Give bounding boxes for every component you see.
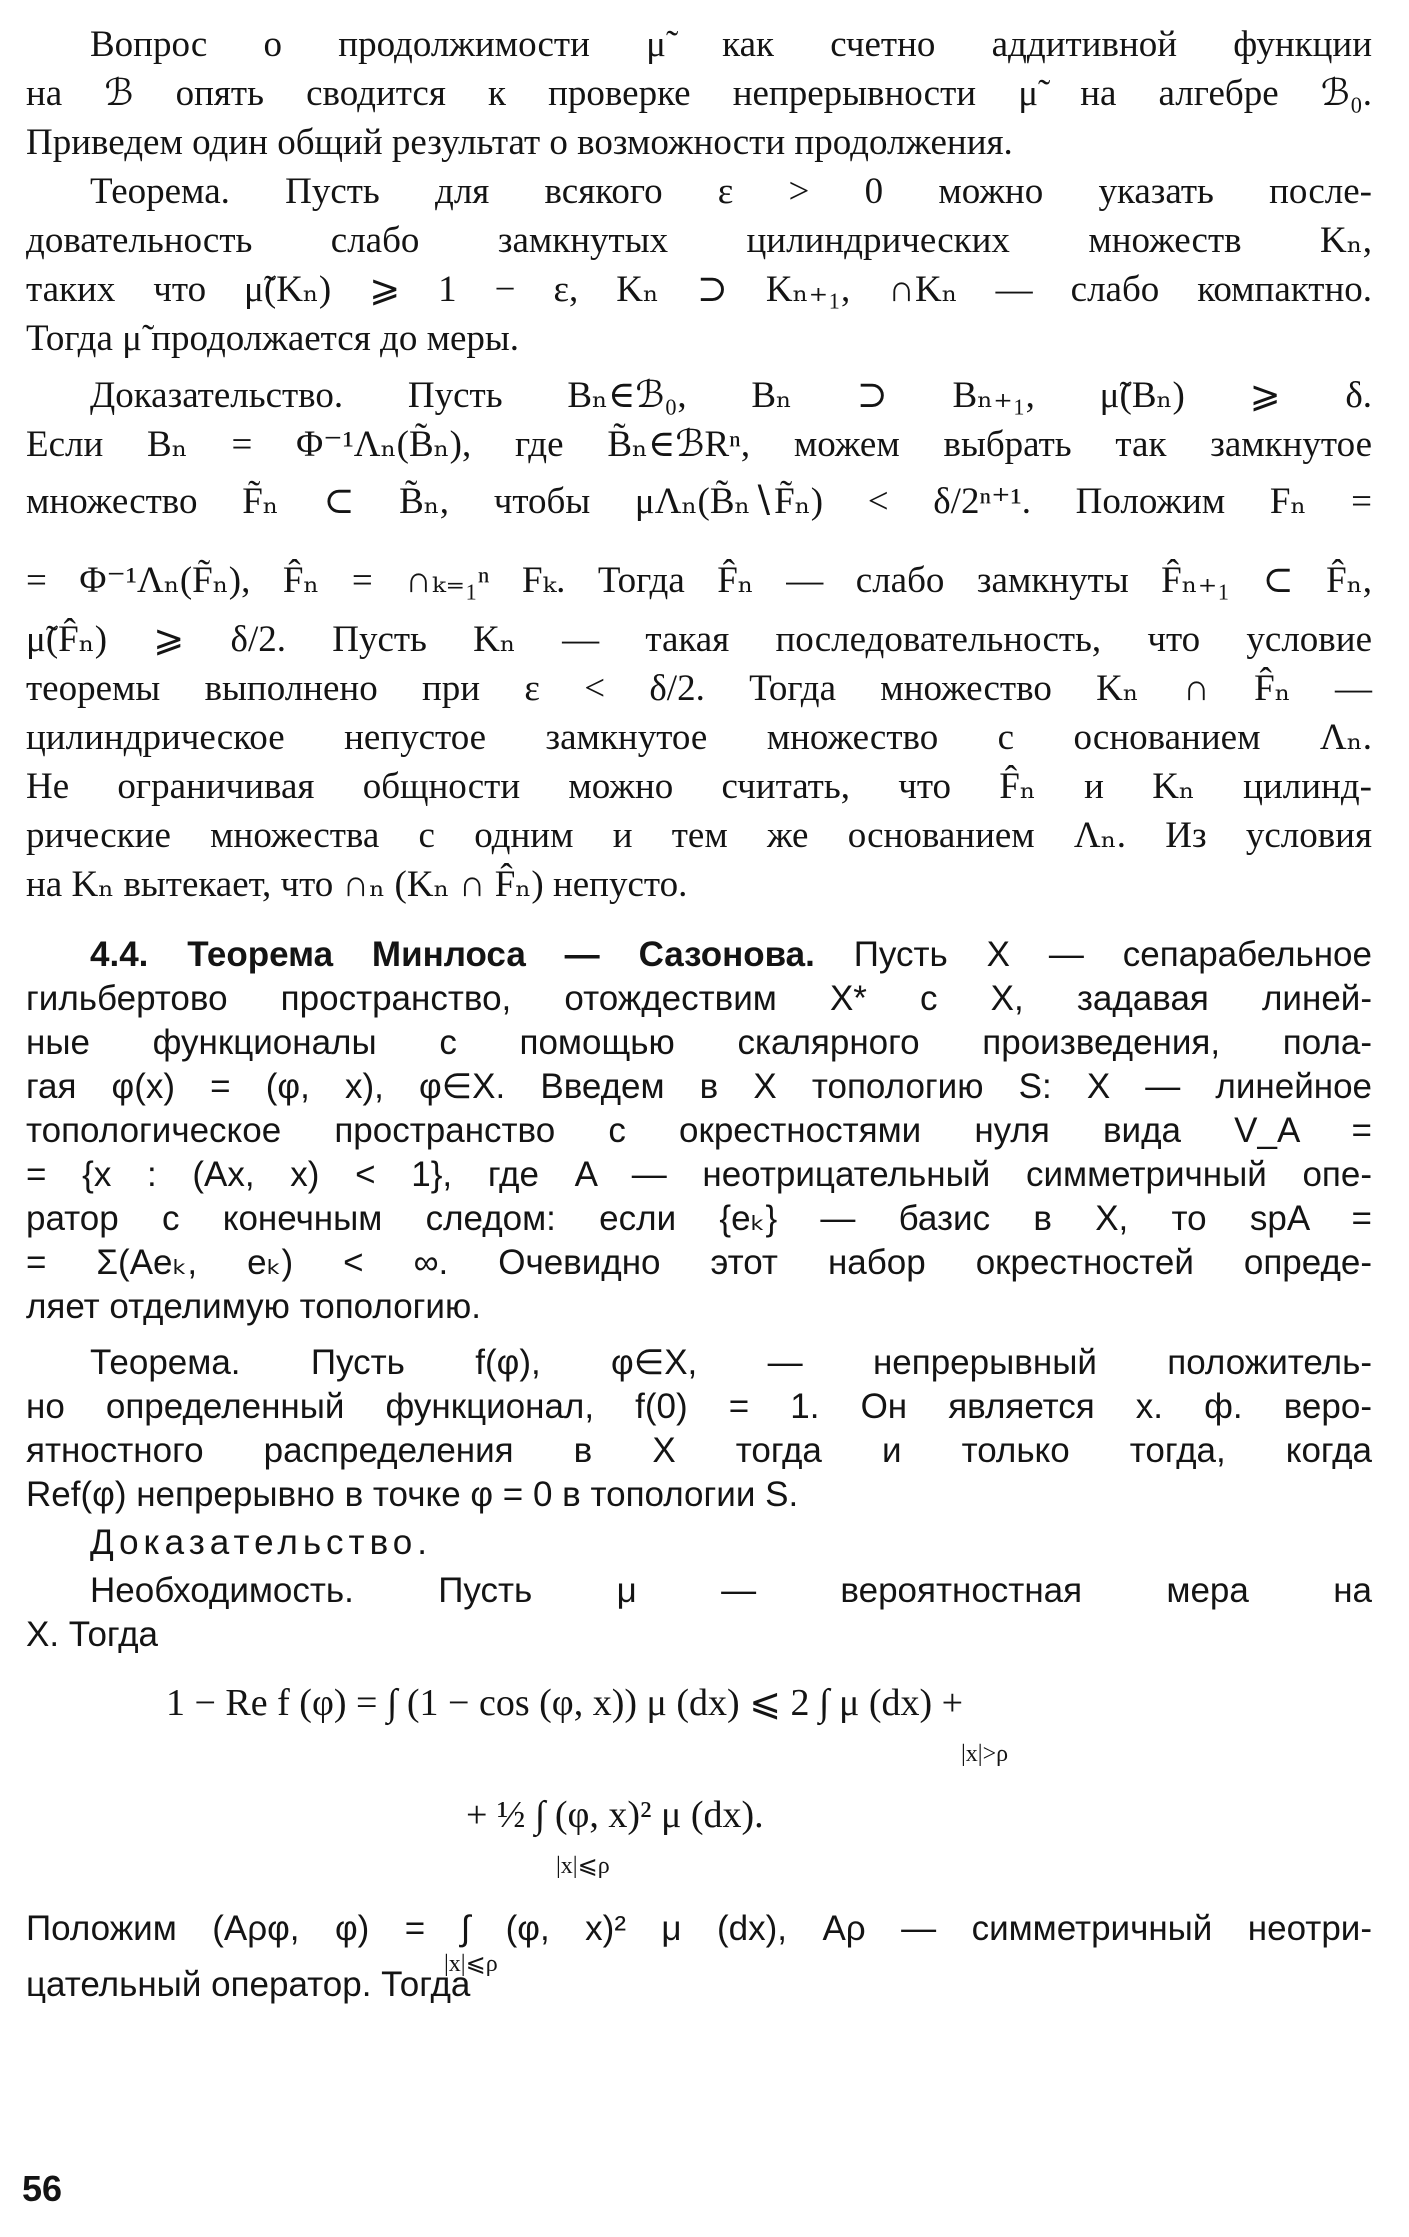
text-line: = {x : (Ax, x) < 1}, где A — неотрицательный симметричный опе- [26,1155,1372,1194]
proof-block [26,371,1372,909]
text-line: на Kₙ вытекает, что ∩ₙ (Kₙ ∩ F̂ₙ) непусто. [26,864,688,905]
text-line: гая φ(x) = (φ, x), φ∈X. Введем в X топологию S: X — линейное [26,1067,1372,1106]
formula-block [26,1657,1372,1897]
text-line: Ref(φ) непрерывно в точке φ = 0 в топологии S. [26,1475,799,1514]
text-line: таких что μ̃(Kₙ) ⩾ 1 − ε, Kₙ ⊃ Kₙ₊₁, ∩Kₙ — слабо компактно. [26,269,1372,310]
text-line: гильбертово пространство, отождествим X* с X, задавая линей- [26,979,1372,1018]
text-line: Приведем один общий результат о возможности продолжения. [26,122,1013,163]
text-line: Тогда μ̃ продолжается до меры. [26,318,520,359]
text-line: ятностного распределения в X тогда и только тогда, когда [26,1431,1372,1470]
text-line: = Φ⁻¹Λₙ(F̃ₙ), F̂ₙ = ∩ₖ₌₁ⁿ Fₖ. Тогда F̂ₙ — слабо замкнуты F̂ₙ₊₁ ⊂ F̂ₙ, [26,560,1372,601]
text-line: Теорема. Пусть f(φ), φ∈X, — непрерывный положитель- [90,1343,1372,1382]
text-line: ратор с конечным следом: если {eₖ} — базис в X, то spA = [26,1199,1372,1238]
text-line: довательность слабо замкнутых цилиндрических множеств Kₙ, [26,220,1372,261]
text-fragment: Пусть X — сепарабельное [853,935,1372,974]
section-heading: 4.4. Теорема Минлоса — Сазонова. [90,935,815,974]
integral-limit: |x|⩽ρ [444,1951,498,1977]
text-line: Не ограничивая общности можно считать, что F̂ₙ и Kₙ цилинд- [26,766,1372,807]
text-line: теоремы выполнено при ε < δ/2. Тогда множество Kₙ ∩ F̂ₙ — [26,668,1372,709]
text-line: Доказательство. Пусть Bₙ∈ℬ₀, Bₙ ⊃ Bₙ₊₁, μ̃(Bₙ) ⩾ δ. [90,375,1372,416]
text-line: μ̃(F̂ₙ) ⩾ δ/2. Пусть Kₙ — такая последовательность, что условие [26,619,1372,660]
text-line: Теорема. Пусть для всякого ε > 0 можно указать после- [90,171,1372,212]
formula-line: 1 − Re f (φ) = ∫ (1 − cos (φ, x)) μ (dx) ⩽ 2 ∫ μ (dx) + [166,1682,964,1724]
text-line: X. Тогда [26,1615,158,1654]
text-line: Необходимость. Пусть μ — вероятностная мера на [90,1571,1372,1610]
integral-limit: |x|>ρ [961,1741,1009,1767]
text-line: но определенный функционал, f(0) = 1. Он является х. ф. веро- [26,1387,1372,1426]
integral-limit: |x|⩽ρ [556,1853,610,1879]
theorem-minlos [26,1341,1372,1517]
text-line: цилиндрическое непустое замкнутое множество с основанием Λₙ. [26,717,1372,758]
text-line: Если Bₙ = Φ⁻¹Λₙ(B̃ₙ), где B̃ₙ∈ℬRⁿ, можем выбрать так замкнутое [26,424,1372,465]
necessity-block [26,1569,1372,1657]
section-4-4 [26,933,1372,1329]
text-line: = Σ(Aeₖ, eₖ) < ∞. Очевидно этот набор окрестностей опреде- [26,1243,1372,1282]
text-line: рические множества с одним и тем же основанием Λₙ. Из условия [26,815,1372,856]
paragraph-extension [26,20,1372,167]
text-line: ные функционалы с помощью скалярного произведения, пола- [26,1023,1372,1062]
text-line [26,933,1372,977]
formula-line: + ½ ∫ (φ, x)² μ (dx). [466,1794,764,1836]
text-line: цательный оператор. Тогда [26,1965,471,2004]
theorem-statement [26,167,1372,363]
page-number: 56 [22,2168,63,2209]
text-line: топологическое пространство с окрестностями нуля вида V_A = [26,1111,1372,1150]
text-line: Положим (Aρφ, φ) = ∫ (φ, x)² μ (dx), Aρ — симметричный неотри- [26,1909,1372,1948]
text-line: множество F̃ₙ ⊂ B̃ₙ, чтобы μΛₙ(B̃ₙ∖F̃ₙ) < δ/2ⁿ⁺¹. Положим Fₙ = [26,481,1372,522]
text-line: на ℬ опять сводится к проверке непрерывности μ̃ на алгебре ℬ₀. [26,73,1372,114]
final-paragraph [26,1907,1372,2007]
page-content [26,20,1372,2007]
text-line: ляет отделимую топологию. [26,1287,481,1326]
text-line: Вопрос о продолжимости μ̃ как счетно аддитивной функции [90,24,1372,65]
proof-heading: Доказательство. [90,1523,432,1562]
